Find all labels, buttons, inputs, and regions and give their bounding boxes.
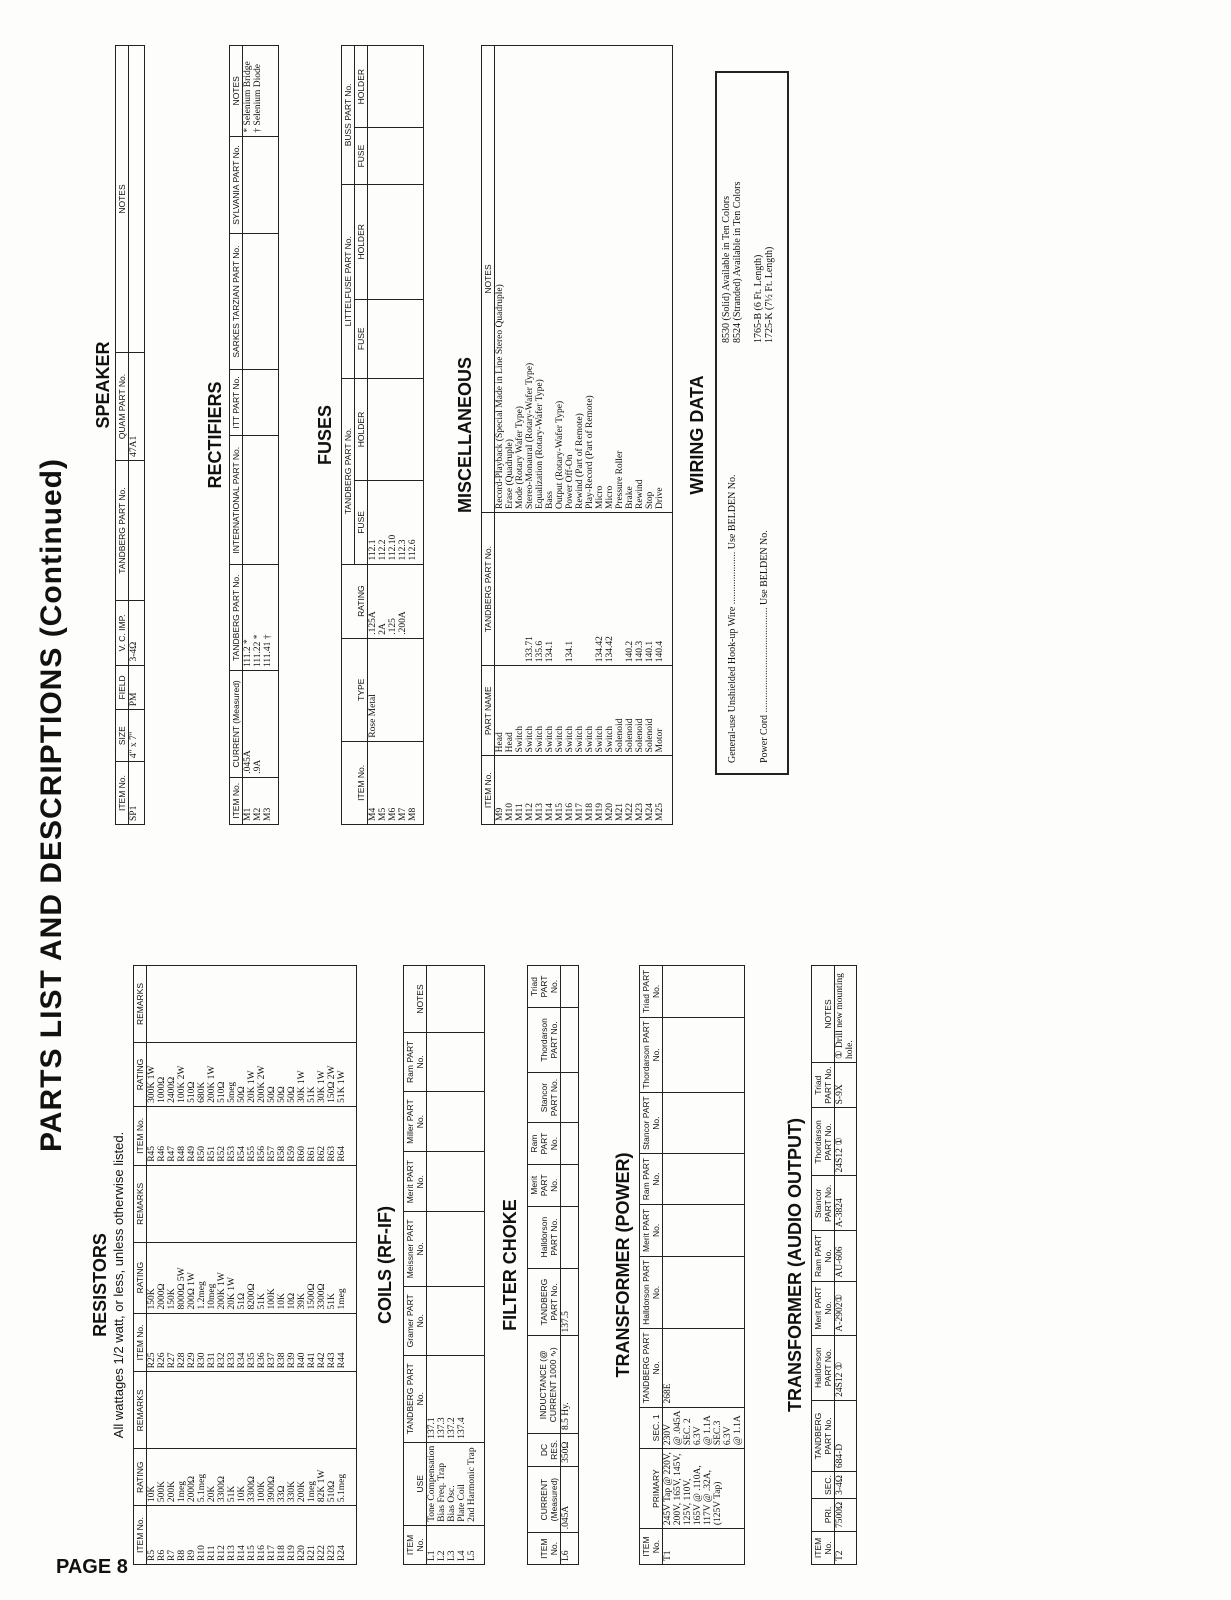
transformer-power-table [639,965,745,1565]
tp-halldorson [663,1256,745,1328]
ta-sec: 3-4Ω [835,1472,857,1499]
res-h-item: ITEM No. [134,1506,147,1565]
sp-quam: 47A1 [129,353,145,461]
filter-choke-title: FILTER CHOKE [500,1199,520,1331]
fuse-sh-0: FUSE [355,481,368,564]
misc-h-1: PART NAME [482,666,495,756]
rectifiers-title: RECTIFIERS [205,381,225,489]
page-title: PARTS LIST AND DESCRIPTIONS (Continued) [35,458,68,1152]
sp-item: SP1 [129,762,145,825]
ta-h-2: SEC. [812,1472,835,1499]
ta-triad: S-9X [835,1063,857,1108]
fuse-h-5: BUSS PART No. [342,46,355,185]
fuse-buss [368,128,424,184]
fc-triad [561,966,579,1008]
res-h-item3: ITEM No. [134,1106,147,1165]
ta-h-7: Stancor PART No. [812,1176,835,1231]
filter-choke-table [527,965,579,1565]
coils-title: COILS (RF-IF) [375,1206,395,1324]
coil-h-use: USE [404,1442,427,1525]
misc-tandberg: 133.71 135.6 134.1 134.1 134.42 134.42 140.2 140.3 140.1 140.4 [495,513,673,666]
tp-h-3: TANDBERG PART No. [640,1329,663,1407]
sp-vcimp: 3-4Ω [129,601,145,665]
fc-h-1: CURRENT (Measured) [528,1466,561,1532]
fc-dcres: 350Ω [561,1433,579,1466]
sp-notes [129,46,145,353]
rect-sarkes [243,234,279,369]
wiring-line2-value: 1765-B (6 Ft. Length) 1725-K (7½ Ft. Length) [753,246,775,343]
ta-merit: A-2902① [835,1281,857,1335]
coil-miller [427,1091,485,1152]
wiring-box [715,71,789,775]
tp-merit [663,1205,745,1257]
res-h-rating3: RATING [134,1043,147,1107]
rect-h-2: TANDBERG PART No. [230,565,243,671]
resistors-title: RESISTORS [90,1233,110,1337]
fc-current: .045A [561,1466,579,1532]
fc-halldorson [561,1206,579,1268]
res-h-rating: RATING [134,1449,147,1506]
ta-h-5: Merit PART No. [812,1281,835,1335]
coil-h-merit: Merit PART No. [404,1152,427,1211]
misc-h-0: ITEM No. [482,756,495,825]
misc-table [481,45,673,825]
ta-h-8: Thordarson PART No. [812,1108,835,1176]
fuse-buss-holder [368,46,424,128]
misc-h-2: TANDBERG PART No. [482,513,495,666]
rect-tandberg: 111.2 * 111.22 * 111.41 † [243,565,279,671]
ta-h-10: NOTES [812,966,835,1063]
fuse-tandberg-holder [368,378,424,481]
rect-h-4: ITT PART No. [230,369,243,435]
tp-stancor [663,1093,745,1154]
fc-h-3: INDUCTANCE (@ CURRENT 1000 ∿) [528,1336,561,1434]
coil-tandberg: 137.1 137.3 137.2 137.4 [427,1355,485,1442]
fuse-h-2: RATING [342,564,368,638]
ta-item: T2 [835,1531,857,1564]
fuse-tandberg: 112.1 112.2 112.10 112.3 112.6 [368,481,424,564]
resistors-table [133,965,357,1565]
ta-h-9: Triad PART No. [812,1063,835,1108]
fuse-h-4: LITTELFUSE PART No. [342,184,355,378]
ta-h-0: ITEM No. [812,1531,835,1564]
wiring-line1-label: General-use Unshielded Hook-up Wire ..................... Use BELDEN No. [727,474,738,763]
sp-h-2: FIELD [116,665,129,710]
fuses-title: FUSES [315,405,335,466]
ta-h-1: PRI. [812,1498,835,1531]
res-h-remarks: REMARKS [134,1372,147,1449]
coil-meissner [427,1211,485,1286]
fuse-items: M4 M5 M6 M7 M8 [368,741,424,824]
fc-h-5: Halldorson PART No. [528,1206,561,1268]
fc-h-0: ITEM No. [528,1533,561,1565]
coil-uses: Tone Compensation Bias Freq. Trap Bias Osc. Plate Coil 2nd Harmonic Trap [427,1442,485,1525]
ta-pri: 7500Ω [835,1498,857,1531]
coil-merit [427,1152,485,1211]
speaker-table [115,45,145,825]
ta-tandberg: 684-D [835,1400,857,1471]
tp-h-5: Merit PART No. [640,1205,663,1257]
speaker-title: SPEAKER [93,341,113,429]
fc-merit [561,1164,579,1206]
tp-item: T1 [663,1529,745,1565]
fuse-sh-4: FUSE [355,128,368,184]
rect-sylvania [243,136,279,234]
coil-h-tandberg: TANDBERG PART No. [404,1355,427,1442]
rect-h-7: NOTES [230,46,243,137]
coil-ram [427,1033,485,1092]
ta-h-4: Halldorson PART No. [812,1335,835,1400]
res-h-remarks3: REMARKS [134,966,147,1043]
transformer-power-title: TRANSFORMER (POWER) [613,1152,633,1378]
rect-itt [243,369,279,435]
ta-h-6: Ram PART No. [812,1231,835,1281]
fuse-type: Rose Metal [368,638,424,741]
tp-thordarson [663,1017,745,1092]
rect-h-6: SYLVANIA PART No. [230,136,243,234]
fc-stancor [561,1072,579,1123]
fuse-littel-holder [368,184,424,299]
fuses-table [341,45,424,825]
rect-notes: * Selenium Bridge † Selenium Diode [243,46,279,137]
rect-h-3: INTERNATIONAL PART No. [230,436,243,565]
fc-ram [561,1123,579,1164]
fc-h-4: TANDBERG PART No. [528,1268,561,1336]
sp-h-5: QUAM PART No. [116,353,129,461]
tp-h-0: ITEM No. [640,1529,663,1565]
misc-items: M9 M10 M11 M12 M13 M14 M15 M16 M17 M18 M19 M20 M21 M22 M23 M24 M25 [495,756,673,825]
coil-notes [427,966,485,1033]
misc-h-3: NOTES [482,46,495,513]
res-ratings-2: 150K 2000Ω 150K 8000Ω 5W 200Ω 1W 1.2meg 10meg 200K 1W 20K 1W 51Ω 8200Ω 51K 100K 10K 10Ω 39K 1500Ω 3300Ω 51K 1meg [147,1242,357,1313]
res-items-1: R5 R6 R7 R8 R9 R10 R11 R12 R13 R14 R15 R16 R17 R18 R19 R20 R21 R22 R23 R24 [147,1506,357,1565]
page-number: PAGE 8 [56,1556,128,1578]
sp-field: PM [129,665,145,710]
tp-secondary: 230V @ .045A SEC. 2 6.3V @ 1.1A SEC.3 6.3V @ 1.1A [663,1407,745,1449]
sp-h-6: NOTES [116,46,129,353]
coils-table [403,965,485,1565]
sp-h-4: TANDBERG PART No. [116,460,129,600]
coil-gramer [427,1286,485,1355]
res-h-remarks2: REMARKS [134,1165,147,1242]
res-items-2: R25 R26 R27 R28 R29 R30 R31 R32 R33 R34 R35 R36 R37 R38 R39 R40 R41 R42 R43 R44 [147,1313,357,1372]
fc-h-9: Thordarson PART No. [528,1008,561,1073]
res-remarks-2 [147,1165,357,1242]
sp-tandberg [129,460,145,600]
fc-h-8: Stancor PART No. [528,1072,561,1123]
wiring-title: WIRING DATA [687,375,707,495]
wiring-line2-label: Power Cord .......................................... Use BELDEN No. [759,530,770,763]
wiring-line1-value: 8530 (Solid) Available in Ten Colors 8524 (Stranded) Available in Ten Colors [721,181,743,343]
fuse-sh-2: FUSE [355,299,368,378]
fc-item: L6 [561,1533,579,1565]
fc-h-10: Triad PART No. [528,966,561,1008]
sp-size: 4" x 7" [129,710,145,762]
misc-names: Head Head Switch Switch Switch Switch Switch Switch Switch Switch Switch Switch Solenoid Solenoid Solenoid Solenoid Motor [495,666,673,756]
rect-items: M1 M2 M3 [243,777,279,824]
tp-h-8: Thordarson PART No. [640,1017,663,1092]
coil-h-miller: Miller PART No. [404,1091,427,1152]
fuse-h-1: TYPE [342,638,368,741]
res-remarks-3 [147,966,357,1043]
transformer-audio-title: TRANSFORMER (AUDIO OUTPUT) [785,1118,805,1412]
res-remarks-1 [147,1372,357,1449]
tp-h-7: Stancor PART No. [640,1093,663,1154]
resistors-subtitle: All wattages 1/2 watt, or less, unless otherwise listed. [111,1131,126,1439]
sp-h-3: V. C. IMP. [116,601,129,665]
tp-h-2: SEC. 1 [640,1407,663,1449]
transformer-audio-table [811,965,857,1565]
res-h-rating2: RATING [134,1242,147,1313]
coil-h-item: ITEM No. [404,1525,427,1564]
ta-ram: AU-606 [835,1231,857,1281]
fc-thordarson [561,1008,579,1073]
fuse-sh-1: HOLDER [355,378,368,481]
ta-notes: ① Drill new mounting hole. [835,966,857,1063]
coil-h-meissner: Meissner PART No. [404,1211,427,1286]
rect-h-0: ITEM No. [230,777,243,824]
rectifiers-table [229,45,279,825]
rotated-content [15,25,1215,1585]
ta-stancor: A-3824 [835,1176,857,1231]
fuse-littel [368,299,424,378]
coil-h-notes: NOTES [404,966,427,1033]
fc-h-2: DC RES. [528,1433,561,1466]
fuse-h-0: ITEM No. [342,741,368,824]
fc-h-6: Merit PART No. [528,1164,561,1206]
tp-triad [663,966,745,1018]
tp-h-1: PRIMARY [640,1449,663,1529]
tp-tandberg: 268E [663,1329,745,1407]
tp-h-4: Halldorson PART No. [640,1256,663,1328]
misc-notes: Record-Playback (Special Made in Line Stereo Quadruple) Erase (Quadruple) Mode (Rotary Wafer Type) Stereo-Monaural (Rotary-Wafer Type) Equalization (Rotary-Wafer Type) Bass Output (Rotary-Wafer Type) Power Off-On Rewind (Part of Remote) Play-Record (Part of Remote) Micro Micro Pressure Roller Brake Rewind Stop Drive [495,46,673,513]
coil-h-gramer: Gramer PART No. [404,1286,427,1355]
sp-h-1: SIZE [116,710,129,762]
rect-current: .045A .9A [243,670,279,777]
coil-items: L1 L2 L3 L4 L5 [427,1525,485,1564]
ta-h-3: TANDBERG PART No. [812,1400,835,1471]
rect-h-1: CURRENT (Measured) [230,670,243,777]
res-items-3: R45 R46 R47 R48 R49 R50 R51 R52 R53 R54 R55 R56 R57 R58 R59 R60 R61 R62 R63 R64 [147,1106,357,1165]
coil-h-ram: Ram PART No. [404,1033,427,1092]
fuse-h-3: TANDBERG PART No. [342,378,355,564]
res-h-item2: ITEM No. [134,1313,147,1372]
sp-h-0: ITEM No. [116,762,129,825]
fc-h-7: Ram PART No. [528,1123,561,1164]
tp-h-9: Triad PART No. [640,966,663,1018]
rect-h-5: SARKES TARZIAN PART No. [230,234,243,369]
rect-international [243,436,279,565]
tp-h-6: Ram PART No. [640,1154,663,1205]
fuse-sh-5: HOLDER [355,46,368,128]
misc-title: MISCELLANEOUS [455,357,475,514]
fc-inductance: 8.5 Hy. [561,1336,579,1434]
fuse-sh-3: HOLDER [355,184,368,299]
ta-thordarson: 24S12 ① [835,1108,857,1176]
tp-primary: 245V Tap @ 220V, 200V, 165V, 145V, 125V, 110V, 165V @ .110A, 117V @ .32A, (125V Tap) [663,1449,745,1529]
fuse-ratings: .125A 2A .125 .200A [368,564,424,638]
tp-ram [663,1154,745,1205]
fc-tandberg: 137.5 [561,1268,579,1336]
ta-halldorson: 24S12 ① [835,1335,857,1400]
res-ratings-3: 300K 1W 1000Ω 2400Ω 100K 2W 510Ω 680K 200K 1W 510Ω 5meg 50Ω 20K 1W 200K 2W 50Ω 50Ω 50Ω 30K 1W 51K 30K 1W 150Ω 2W 51K 1W [147,1043,357,1107]
res-ratings-1: 10K 500K 200K 1meg 2000Ω 5.1meg 20K 3300Ω 51K 10K 3300Ω 100K 3900Ω 33Ω 330K 200K 1meg 82K 1W 510Ω 5.1meg [147,1449,357,1506]
